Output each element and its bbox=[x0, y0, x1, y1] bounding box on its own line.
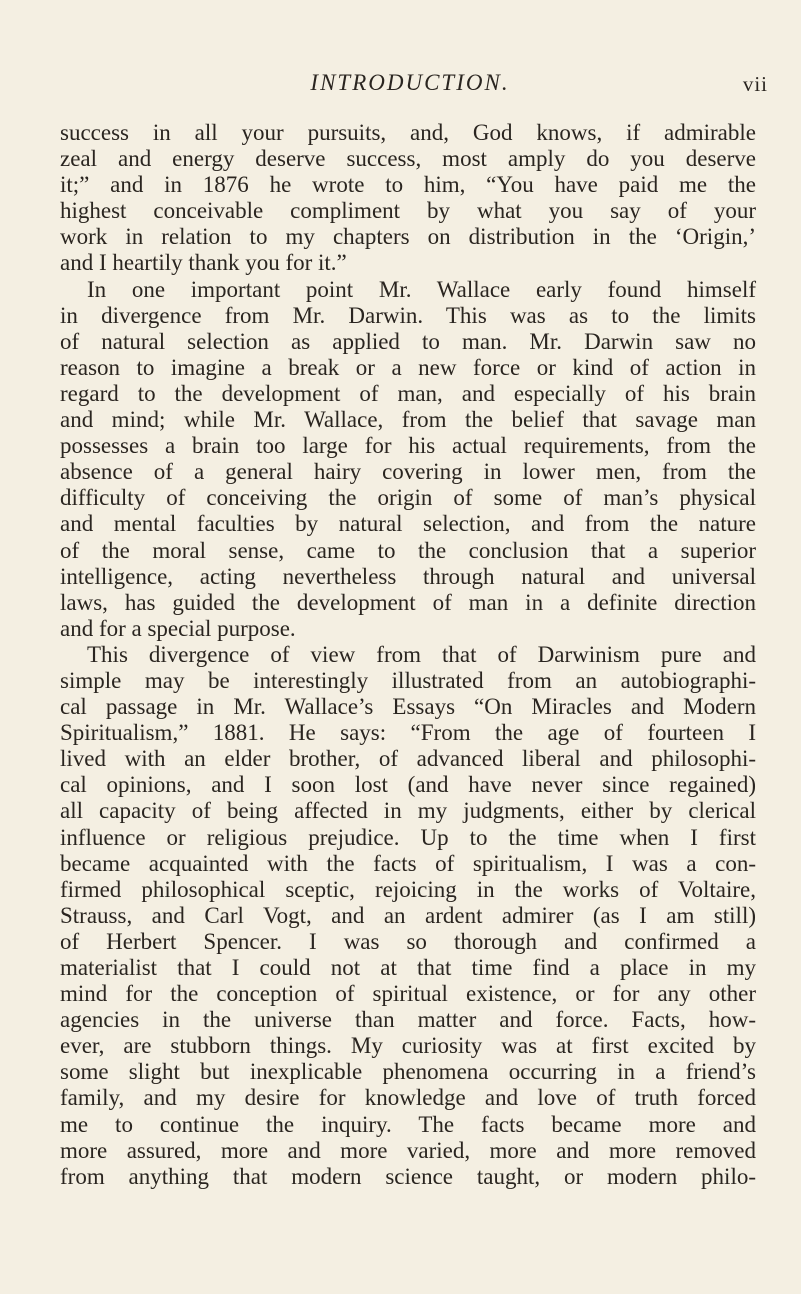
text-line: intelligence, acting nevertheless through natural and universal bbox=[60, 563, 756, 589]
text-line: and for a special purpose. bbox=[60, 615, 296, 641]
text-line: cal passage in Mr. Wallace’s Essays “On Miracles and Modern bbox=[60, 694, 756, 720]
text-line: regard to the development of man, and especially of his brain bbox=[60, 380, 756, 406]
text-line: of natural selection as applied to man. Mr. Darwin saw no bbox=[60, 328, 756, 354]
text-line: some slight but inexplicable phenomena occurring in a friend’s bbox=[60, 1059, 756, 1085]
text-line: more assured, more and more varied, more and more removed bbox=[60, 1137, 756, 1163]
text-line: reason to imagine a break or a new force or kind of action in bbox=[60, 354, 756, 380]
text-line: Strauss, and Carl Vogt, and an ardent admirer (as I am still) bbox=[60, 902, 756, 928]
text-line: it;” and in 1876 he wrote to him, “You have paid me the bbox=[60, 172, 756, 198]
text-line: all capacity of being affected in my judgments, either by clerical bbox=[60, 798, 756, 824]
text-line: Spiritualism,” 1881. He says: “From the age of fourteen I bbox=[60, 720, 756, 746]
text-line: me to continue the inquiry. The facts became more and bbox=[60, 1111, 756, 1137]
text-line: family, and my desire for knowledge and love of truth forced bbox=[60, 1085, 756, 1111]
text-line: and mind; while Mr. Wallace, from the belief that savage man bbox=[60, 407, 756, 433]
text-line: of Herbert Spencer. I was so thorough and confirmed a bbox=[60, 928, 756, 954]
text-line: mind for the conception of spiritual existence, or for any other bbox=[60, 981, 756, 1007]
text-line: laws, has guided the development of man in a definite direction bbox=[60, 589, 756, 615]
text-line: This divergence of view from that of Darwinism pure and bbox=[87, 641, 756, 667]
text-line: zeal and energy deserve success, most amply do you deserve bbox=[60, 146, 756, 172]
text-line: firmed philosophical sceptic, rejoicing in the works of Voltaire, bbox=[60, 876, 756, 902]
text-line: in divergence from Mr. Darwin. This was as to the limits bbox=[60, 302, 756, 328]
text-line: ever, are stubborn things. My curiosity was at first excited by bbox=[60, 1033, 756, 1059]
text-line: success in all your pursuits, and, God knows, if admirable bbox=[60, 120, 756, 145]
page-number: vii bbox=[742, 72, 768, 96]
text-line: influence or religious prejudice. Up to the time when I first bbox=[60, 824, 756, 850]
text-line: from anything that modern science taught, or modern philo- bbox=[60, 1163, 756, 1189]
text-line: absence of a general hairy covering in lower men, from the bbox=[60, 459, 756, 485]
text-line: lived with an elder brother, of advanced liberal and philosophi- bbox=[60, 746, 756, 772]
text-line: became acquainted with the facts of spiritualism, I was a con- bbox=[60, 850, 756, 876]
text-line: agencies in the universe than matter and force. Facts, how- bbox=[60, 1007, 756, 1033]
text-line: work in relation to my chapters on distribution in the ‘Origin,’ bbox=[60, 224, 756, 250]
text-line: highest conceivable compliment by what you say of your bbox=[60, 198, 756, 224]
text-line: and I heartily thank you for it.” bbox=[60, 250, 347, 276]
text-line: cal opinions, and I soon lost (and have never since regained) bbox=[60, 772, 756, 798]
text-line: simple may be interestingly illustrated from an autobiographi- bbox=[60, 667, 756, 693]
text-line: and mental faculties by natural selection, and from the nature bbox=[60, 511, 756, 537]
body-text bbox=[60, 120, 756, 1190]
text-line: In one important point Mr. Wallace early found himself bbox=[87, 276, 756, 302]
text-line: difficulty of conceiving the origin of some of man’s physical bbox=[60, 485, 756, 511]
text-line: materialist that I could not at that time find a place in my bbox=[60, 955, 756, 980]
text-line: possesses a brain too large for his actual requirements, from the bbox=[60, 433, 756, 459]
text-line: of the moral sense, came to the conclusion that a superior bbox=[60, 537, 756, 563]
running-head: INTRODUCTION. bbox=[310, 70, 510, 95]
page-header bbox=[60, 70, 768, 110]
